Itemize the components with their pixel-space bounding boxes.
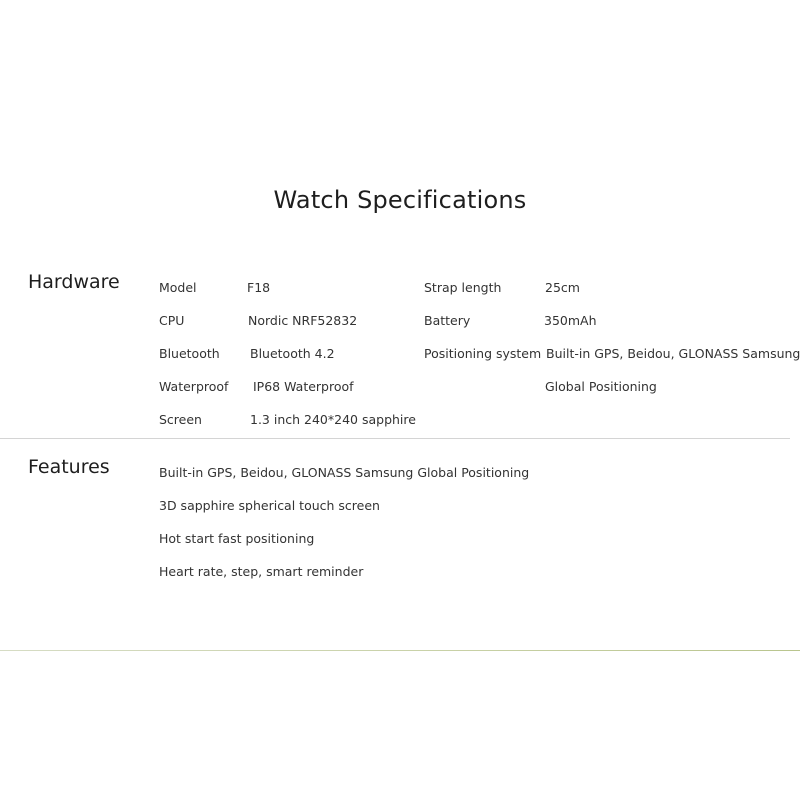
section-divider: [0, 438, 790, 439]
spec-value-model: F18: [247, 280, 271, 295]
features-heading: Features: [28, 456, 110, 478]
spec-value-strap-length: 25cm: [545, 280, 580, 295]
spec-value-cpu: Nordic NRF52832: [248, 313, 358, 328]
page-title: Watch Specifications: [273, 186, 527, 214]
hardware-heading: Hardware: [28, 271, 120, 293]
spec-value-bluetooth: Bluetooth 4.2: [250, 346, 335, 361]
spec-value-positioning-system-continued: Global Positioning: [545, 379, 657, 394]
spec-value-battery: 350mAh: [544, 313, 597, 328]
spec-label-model: Model: [159, 280, 197, 295]
feature-item: Built-in GPS, Beidou, GLONASS Samsung Global Positioning: [159, 465, 530, 480]
bottom-divider: [0, 650, 800, 651]
spec-value-waterproof: IP68 Waterproof: [253, 379, 354, 394]
feature-item: 3D sapphire spherical touch screen: [159, 498, 380, 513]
spec-label-waterproof: Waterproof: [159, 379, 229, 394]
spec-label-strap-length: Strap length: [424, 280, 502, 295]
spec-label-positioning-system: Positioning system: [424, 346, 542, 361]
spec-label-bluetooth: Bluetooth: [159, 346, 220, 361]
spec-value-screen: 1.3 inch 240*240 sapphire: [250, 412, 416, 427]
spec-value-positioning-system: Built-in GPS, Beidou, GLONASS Samsung: [546, 346, 800, 361]
feature-item: Hot start fast positioning: [159, 531, 315, 546]
spec-label-cpu: CPU: [159, 313, 185, 328]
spec-label-screen: Screen: [159, 412, 202, 427]
feature-item: Heart rate, step, smart reminder: [159, 564, 364, 579]
spec-label-battery: Battery: [424, 313, 471, 328]
